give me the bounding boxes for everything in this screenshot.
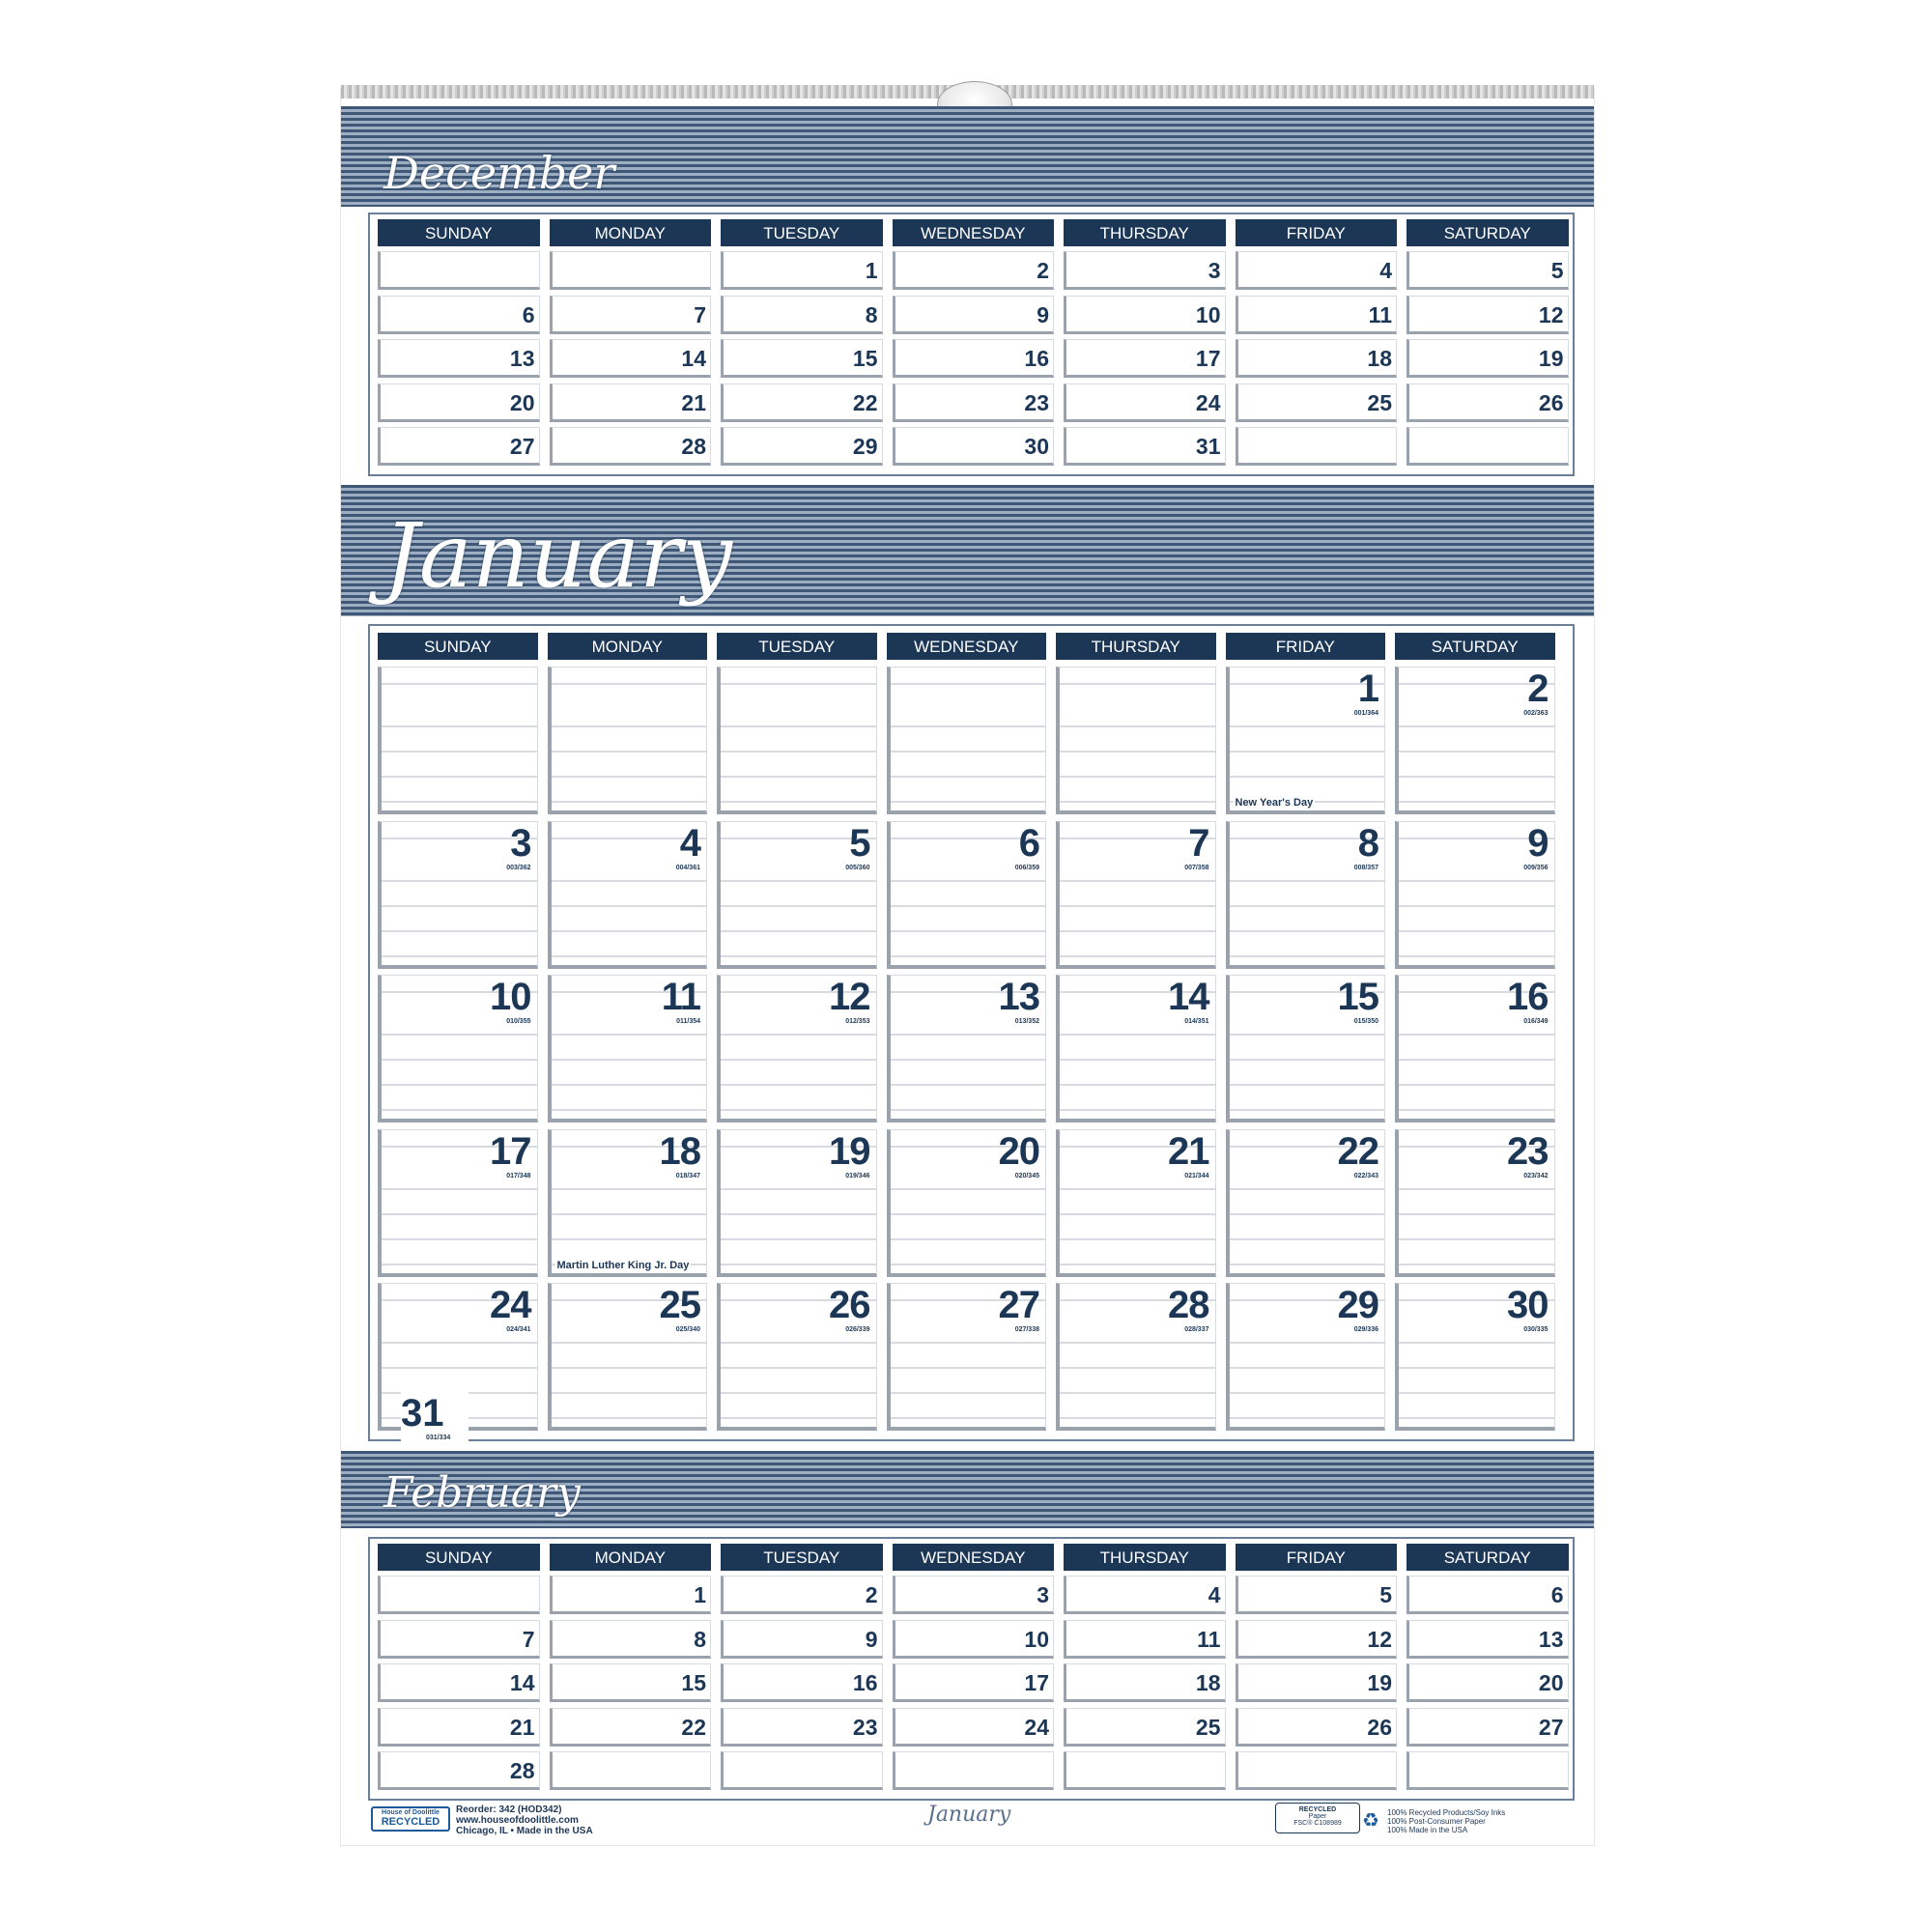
day-cell — [378, 1283, 538, 1441]
day-cell — [893, 339, 1055, 378]
day-cell — [1064, 1708, 1226, 1747]
day-number: 25 — [1367, 389, 1392, 415]
location-text: Chicago, IL • Made in the USA — [456, 1826, 593, 1836]
day-number: 18 — [1195, 1670, 1221, 1695]
day-number: 5 — [849, 821, 870, 865]
day-number: 15 — [852, 346, 878, 371]
day-number: 21 — [509, 1714, 535, 1740]
fsc-line2: Paper — [1308, 1813, 1327, 1820]
weekday-header-sunday: SUNDAY — [378, 1544, 540, 1571]
day-number: 18 — [659, 1129, 700, 1173]
day-number: 17 — [1195, 346, 1221, 371]
day-cell — [1064, 1663, 1226, 1702]
day-number: 27 — [998, 1284, 1039, 1326]
day-number: 13 — [509, 346, 535, 371]
day-cell — [893, 296, 1055, 334]
february-title: February — [384, 1468, 581, 1518]
day-cell — [1395, 821, 1555, 969]
day-cell — [1406, 296, 1569, 334]
day-number: 15 — [681, 1670, 706, 1695]
julian-date: 029/336 — [1353, 1326, 1378, 1333]
day-cell — [1236, 1708, 1398, 1747]
eco-line1: 100% Recycled Products/Soy Inks — [1387, 1808, 1506, 1817]
weekday-header-monday: MONDAY — [550, 219, 712, 246]
brand-logo — [371, 1806, 450, 1832]
day-cell — [1064, 1751, 1226, 1790]
julian-date: 023/342 — [1523, 1172, 1548, 1179]
day-cell — [1236, 251, 1398, 290]
day-cell — [721, 296, 883, 334]
day-number: 28 — [1168, 1284, 1209, 1326]
day-cell — [721, 427, 883, 466]
weekday-header-wednesday: WEDNESDAY — [887, 633, 1047, 660]
day-number: 16 — [852, 1670, 878, 1695]
julian-date: 005/360 — [845, 864, 870, 871]
day-cell — [378, 667, 538, 814]
weekday-header-sunday: SUNDAY — [378, 219, 540, 246]
julian-date: 031/334 — [426, 1435, 451, 1441]
day-cell — [378, 1576, 540, 1614]
day-number: 19 — [1367, 1670, 1392, 1695]
day-number: 15 — [1337, 976, 1378, 1018]
day-cell — [1395, 975, 1555, 1122]
weekday-header-tuesday: TUESDAY — [721, 219, 883, 246]
day-number: 22 — [1337, 1129, 1378, 1173]
day-number: 23 — [1024, 389, 1049, 415]
day-number: 25 — [1195, 1714, 1221, 1740]
day-cell — [721, 1663, 883, 1702]
day-number: 13 — [1538, 1626, 1564, 1652]
day-number: 12 — [1538, 301, 1564, 327]
day-cell — [1056, 975, 1216, 1122]
day-cell — [721, 1751, 883, 1790]
day-cell — [887, 975, 1047, 1122]
day-cell — [1395, 667, 1555, 814]
julian-date: 012/353 — [845, 1018, 870, 1025]
day-cell — [1406, 427, 1569, 466]
day-number: 21 — [681, 389, 706, 415]
day-number: 4 — [679, 821, 700, 865]
day-cell — [1056, 821, 1216, 969]
weekday-header-wednesday: WEDNESDAY — [893, 1544, 1055, 1571]
day-cell — [550, 1576, 712, 1614]
day-cell — [1056, 1129, 1216, 1277]
day-cell — [887, 667, 1047, 814]
day-cell — [1236, 339, 1398, 378]
fsc-line3: FSC® C108989 — [1293, 1820, 1342, 1827]
julian-date: 009/356 — [1523, 864, 1548, 871]
day-cell — [887, 1129, 1047, 1277]
day-cell — [1406, 339, 1569, 378]
day-number: 11 — [1368, 301, 1392, 327]
day-cell — [717, 821, 877, 969]
day-number: 7 — [1188, 821, 1209, 865]
julian-date: 010/355 — [506, 1018, 531, 1025]
day-number: 17 — [1024, 1670, 1049, 1695]
day-cell — [1236, 1620, 1398, 1659]
day-number: 5 — [1379, 1582, 1392, 1607]
day-number: 3 — [1037, 1582, 1049, 1607]
day-number: 25 — [659, 1284, 700, 1326]
day-number: 11 — [1197, 1626, 1221, 1652]
day-cell — [1406, 1708, 1569, 1747]
day-cell — [887, 1283, 1047, 1431]
day-cell — [1406, 1620, 1569, 1659]
day-number: 4 — [1208, 1582, 1221, 1607]
day-cell — [721, 384, 883, 422]
day-cell — [378, 1751, 540, 1790]
weekday-header-thursday: THURSDAY — [1064, 219, 1226, 246]
day-cell — [721, 339, 883, 378]
day-cell — [378, 1620, 540, 1659]
day-cell — [378, 251, 540, 290]
julian-date: 018/347 — [675, 1172, 700, 1179]
logo-line2: RECYCLED — [381, 1816, 440, 1828]
day-number: 6 — [1550, 1582, 1564, 1607]
day-cell — [1064, 339, 1226, 378]
day-number: 23 — [1507, 1129, 1548, 1173]
day-cell — [548, 1283, 708, 1431]
weekday-header-monday: MONDAY — [548, 633, 708, 660]
weekday-header-saturday: SATURDAY — [1395, 633, 1555, 660]
day-cell — [1395, 1283, 1555, 1431]
december-banner — [341, 106, 1594, 207]
day-cell — [378, 821, 538, 969]
day-cell — [378, 1129, 538, 1277]
day-cell — [550, 1620, 712, 1659]
day-number: 3 — [510, 821, 531, 865]
julian-date: 024/341 — [506, 1326, 531, 1333]
julian-date: 017/348 — [506, 1172, 531, 1179]
day-cell — [378, 339, 540, 378]
julian-date: 001/364 — [1353, 710, 1378, 717]
day-cell — [1236, 427, 1398, 466]
day-number: 20 — [998, 1129, 1039, 1173]
day-cell — [717, 975, 877, 1122]
day-number: 1 — [694, 1582, 706, 1607]
day-cell — [1226, 1283, 1386, 1431]
julian-date: 021/344 — [1184, 1172, 1209, 1179]
day-cell — [1064, 1620, 1226, 1659]
day-cell — [893, 1663, 1055, 1702]
day-number: 20 — [1538, 1670, 1564, 1695]
weekday-header-thursday: THURSDAY — [1064, 1544, 1226, 1571]
weekday-header-friday: FRIDAY — [1226, 633, 1386, 660]
day-number: 18 — [1367, 346, 1392, 371]
website-text: www.houseofdoolittle.com — [456, 1815, 579, 1826]
day-cell — [1226, 975, 1386, 1122]
day-cell — [721, 1576, 883, 1614]
day-cell — [893, 1751, 1055, 1790]
day-cell — [1064, 1576, 1226, 1614]
fsc-line1: RECYCLED — [1298, 1806, 1337, 1813]
day-number: 27 — [1538, 1714, 1564, 1740]
logo-line1: House of Doolittle — [382, 1809, 440, 1816]
weekday-header-saturday: SATURDAY — [1406, 219, 1569, 246]
day-number: 16 — [1024, 346, 1049, 371]
footer-info — [456, 1804, 593, 1836]
weekday-header-sunday: SUNDAY — [378, 633, 538, 660]
day-cell — [1064, 251, 1226, 290]
julian-date: 014/351 — [1184, 1018, 1209, 1025]
day-cell — [893, 1576, 1055, 1614]
holiday-label: Martin Luther King Jr. Day — [556, 1259, 690, 1271]
day-number: 22 — [852, 389, 878, 415]
day-number: 6 — [522, 301, 535, 327]
day-number: 31 — [1195, 434, 1221, 459]
day-cell — [550, 1751, 712, 1790]
day-number: 30 — [1024, 434, 1049, 459]
day-cell — [1236, 1751, 1398, 1790]
day-cell — [1406, 1663, 1569, 1702]
day-number: 20 — [509, 389, 535, 415]
day-cell — [893, 1620, 1055, 1659]
day-number: 21 — [1168, 1129, 1209, 1173]
day-cell — [1226, 667, 1386, 814]
day-number: 6 — [1018, 821, 1039, 865]
day-number: 29 — [852, 434, 878, 459]
weekday-header-wednesday: WEDNESDAY — [893, 219, 1055, 246]
day-cell — [550, 427, 712, 466]
julian-date: 008/357 — [1353, 864, 1378, 871]
day-number: 28 — [681, 434, 706, 459]
day-number: 24 — [1195, 389, 1221, 415]
day-number: 10 — [1024, 1626, 1049, 1652]
julian-date: 026/339 — [845, 1326, 870, 1333]
day-cell — [378, 384, 540, 422]
day-cell — [1236, 1663, 1398, 1702]
day-number: 9 — [1037, 301, 1049, 327]
day-number: 26 — [829, 1284, 870, 1326]
day-number: 9 — [865, 1626, 878, 1652]
december-title: December — [384, 147, 615, 199]
day-cell — [1236, 384, 1398, 422]
julian-date: 019/346 — [845, 1172, 870, 1179]
julian-date: 006/359 — [1014, 864, 1039, 871]
day-cell — [717, 1129, 877, 1277]
weekday-header-thursday: THURSDAY — [1056, 633, 1216, 660]
january-grid — [368, 624, 1575, 1441]
day-number: 29 — [1337, 1284, 1378, 1326]
shared-day-cell — [401, 1392, 469, 1442]
julian-date: 027/338 — [1014, 1326, 1039, 1333]
day-number: 16 — [1507, 976, 1548, 1018]
day-cell — [378, 1708, 540, 1747]
weekday-header-friday: FRIDAY — [1236, 1544, 1398, 1571]
day-cell — [1226, 821, 1386, 969]
day-cell — [1406, 1576, 1569, 1614]
day-cell — [1056, 667, 1216, 814]
recycle-icon: ♻ — [1362, 1810, 1379, 1832]
day-number: 12 — [829, 976, 870, 1018]
day-cell — [1236, 1576, 1398, 1614]
day-number: 30 — [1507, 1284, 1548, 1326]
day-cell — [1406, 384, 1569, 422]
day-cell — [378, 1663, 540, 1702]
day-number: 8 — [1357, 821, 1378, 865]
day-number: 31 — [401, 1392, 444, 1435]
day-number: 9 — [1527, 821, 1548, 865]
fsc-logo — [1275, 1803, 1360, 1833]
eco-info — [1387, 1808, 1505, 1834]
day-cell — [1064, 296, 1226, 334]
day-number: 8 — [694, 1626, 706, 1652]
weekday-header-saturday: SATURDAY — [1406, 1544, 1569, 1571]
day-number: 1 — [865, 258, 878, 283]
julian-date: 025/340 — [675, 1326, 700, 1333]
julian-date: 028/337 — [1184, 1326, 1209, 1333]
day-cell — [717, 667, 877, 814]
day-number: 24 — [1024, 1714, 1049, 1740]
day-number: 13 — [998, 976, 1039, 1018]
weekday-header-monday: MONDAY — [550, 1544, 712, 1571]
day-cell — [1236, 296, 1398, 334]
day-cell — [717, 1283, 877, 1431]
day-number: 7 — [522, 1626, 535, 1652]
julian-date: 030/335 — [1523, 1326, 1548, 1333]
day-cell — [548, 975, 708, 1122]
day-number: 19 — [1538, 346, 1564, 371]
weekday-header-tuesday: TUESDAY — [717, 633, 877, 660]
day-number: 2 — [1037, 258, 1049, 283]
day-cell — [893, 427, 1055, 466]
day-cell — [721, 1708, 883, 1747]
day-cell — [887, 821, 1047, 969]
day-number: 12 — [1367, 1626, 1392, 1652]
day-cell — [548, 821, 708, 969]
day-number: 2 — [865, 1582, 878, 1607]
day-number: 14 — [681, 346, 706, 371]
day-cell — [378, 296, 540, 334]
january-banner — [341, 485, 1594, 616]
julian-date: 004/361 — [675, 864, 700, 871]
day-cell — [893, 251, 1055, 290]
day-cell — [1056, 1283, 1216, 1431]
day-cell — [1064, 427, 1226, 466]
day-number: 10 — [1195, 301, 1221, 327]
julian-date: 016/349 — [1523, 1018, 1548, 1025]
weekday-header-tuesday: TUESDAY — [721, 1544, 883, 1571]
day-number: 1 — [1357, 668, 1378, 710]
day-cell — [550, 339, 712, 378]
day-cell — [378, 427, 540, 466]
day-cell — [550, 384, 712, 422]
day-number: 17 — [490, 1129, 531, 1173]
julian-date: 002/363 — [1523, 710, 1548, 717]
day-number: 5 — [1550, 258, 1564, 283]
day-number: 24 — [490, 1284, 531, 1326]
day-cell — [550, 251, 712, 290]
december-grid — [368, 213, 1575, 476]
julian-date: 011/354 — [676, 1018, 700, 1025]
day-cell — [1064, 384, 1226, 422]
day-cell — [1395, 1129, 1555, 1277]
day-cell — [548, 1129, 708, 1277]
day-number: 14 — [1168, 976, 1209, 1018]
day-number: 26 — [1367, 1714, 1392, 1740]
day-cell — [721, 1620, 883, 1659]
day-number: 7 — [694, 301, 706, 327]
day-number: 10 — [490, 976, 531, 1018]
day-number: 14 — [509, 1670, 535, 1695]
day-number: 23 — [852, 1714, 878, 1740]
julian-date: 007/358 — [1184, 864, 1209, 871]
day-number: 2 — [1527, 668, 1548, 710]
julian-date: 020/345 — [1014, 1172, 1039, 1179]
day-number: 8 — [865, 301, 878, 327]
february-banner — [341, 1451, 1594, 1528]
january-title: January — [384, 504, 733, 608]
footer-month-script: January — [927, 1803, 1011, 1827]
julian-date: 003/362 — [506, 864, 531, 871]
holiday-label: New Year's Day — [1235, 797, 1314, 809]
day-cell — [548, 667, 708, 814]
day-number: 11 — [661, 976, 700, 1018]
day-number: 4 — [1379, 258, 1392, 283]
day-cell — [893, 384, 1055, 422]
julian-date: 022/343 — [1353, 1172, 1378, 1179]
day-cell — [1406, 251, 1569, 290]
day-number: 3 — [1208, 258, 1221, 283]
day-cell — [1226, 1129, 1386, 1277]
eco-line3: 100% Made in the USA — [1387, 1826, 1468, 1834]
day-number: 28 — [509, 1758, 535, 1783]
day-cell — [378, 975, 538, 1122]
day-cell — [550, 1663, 712, 1702]
day-number: 19 — [829, 1129, 870, 1173]
february-grid — [368, 1537, 1575, 1801]
julian-date: 013/352 — [1014, 1018, 1039, 1025]
day-cell — [1406, 1751, 1569, 1790]
eco-line2: 100% Post-Consumer Paper — [1387, 1817, 1486, 1826]
weekday-header-friday: FRIDAY — [1236, 219, 1398, 246]
day-cell — [893, 1708, 1055, 1747]
day-number: 22 — [681, 1714, 706, 1740]
julian-date: 015/350 — [1353, 1018, 1378, 1025]
day-cell — [550, 1708, 712, 1747]
day-number: 26 — [1538, 389, 1564, 415]
day-cell — [550, 296, 712, 334]
day-cell — [721, 251, 883, 290]
reorder-text: Reorder: 342 (HOD342) — [456, 1804, 562, 1815]
day-number: 27 — [509, 434, 535, 459]
